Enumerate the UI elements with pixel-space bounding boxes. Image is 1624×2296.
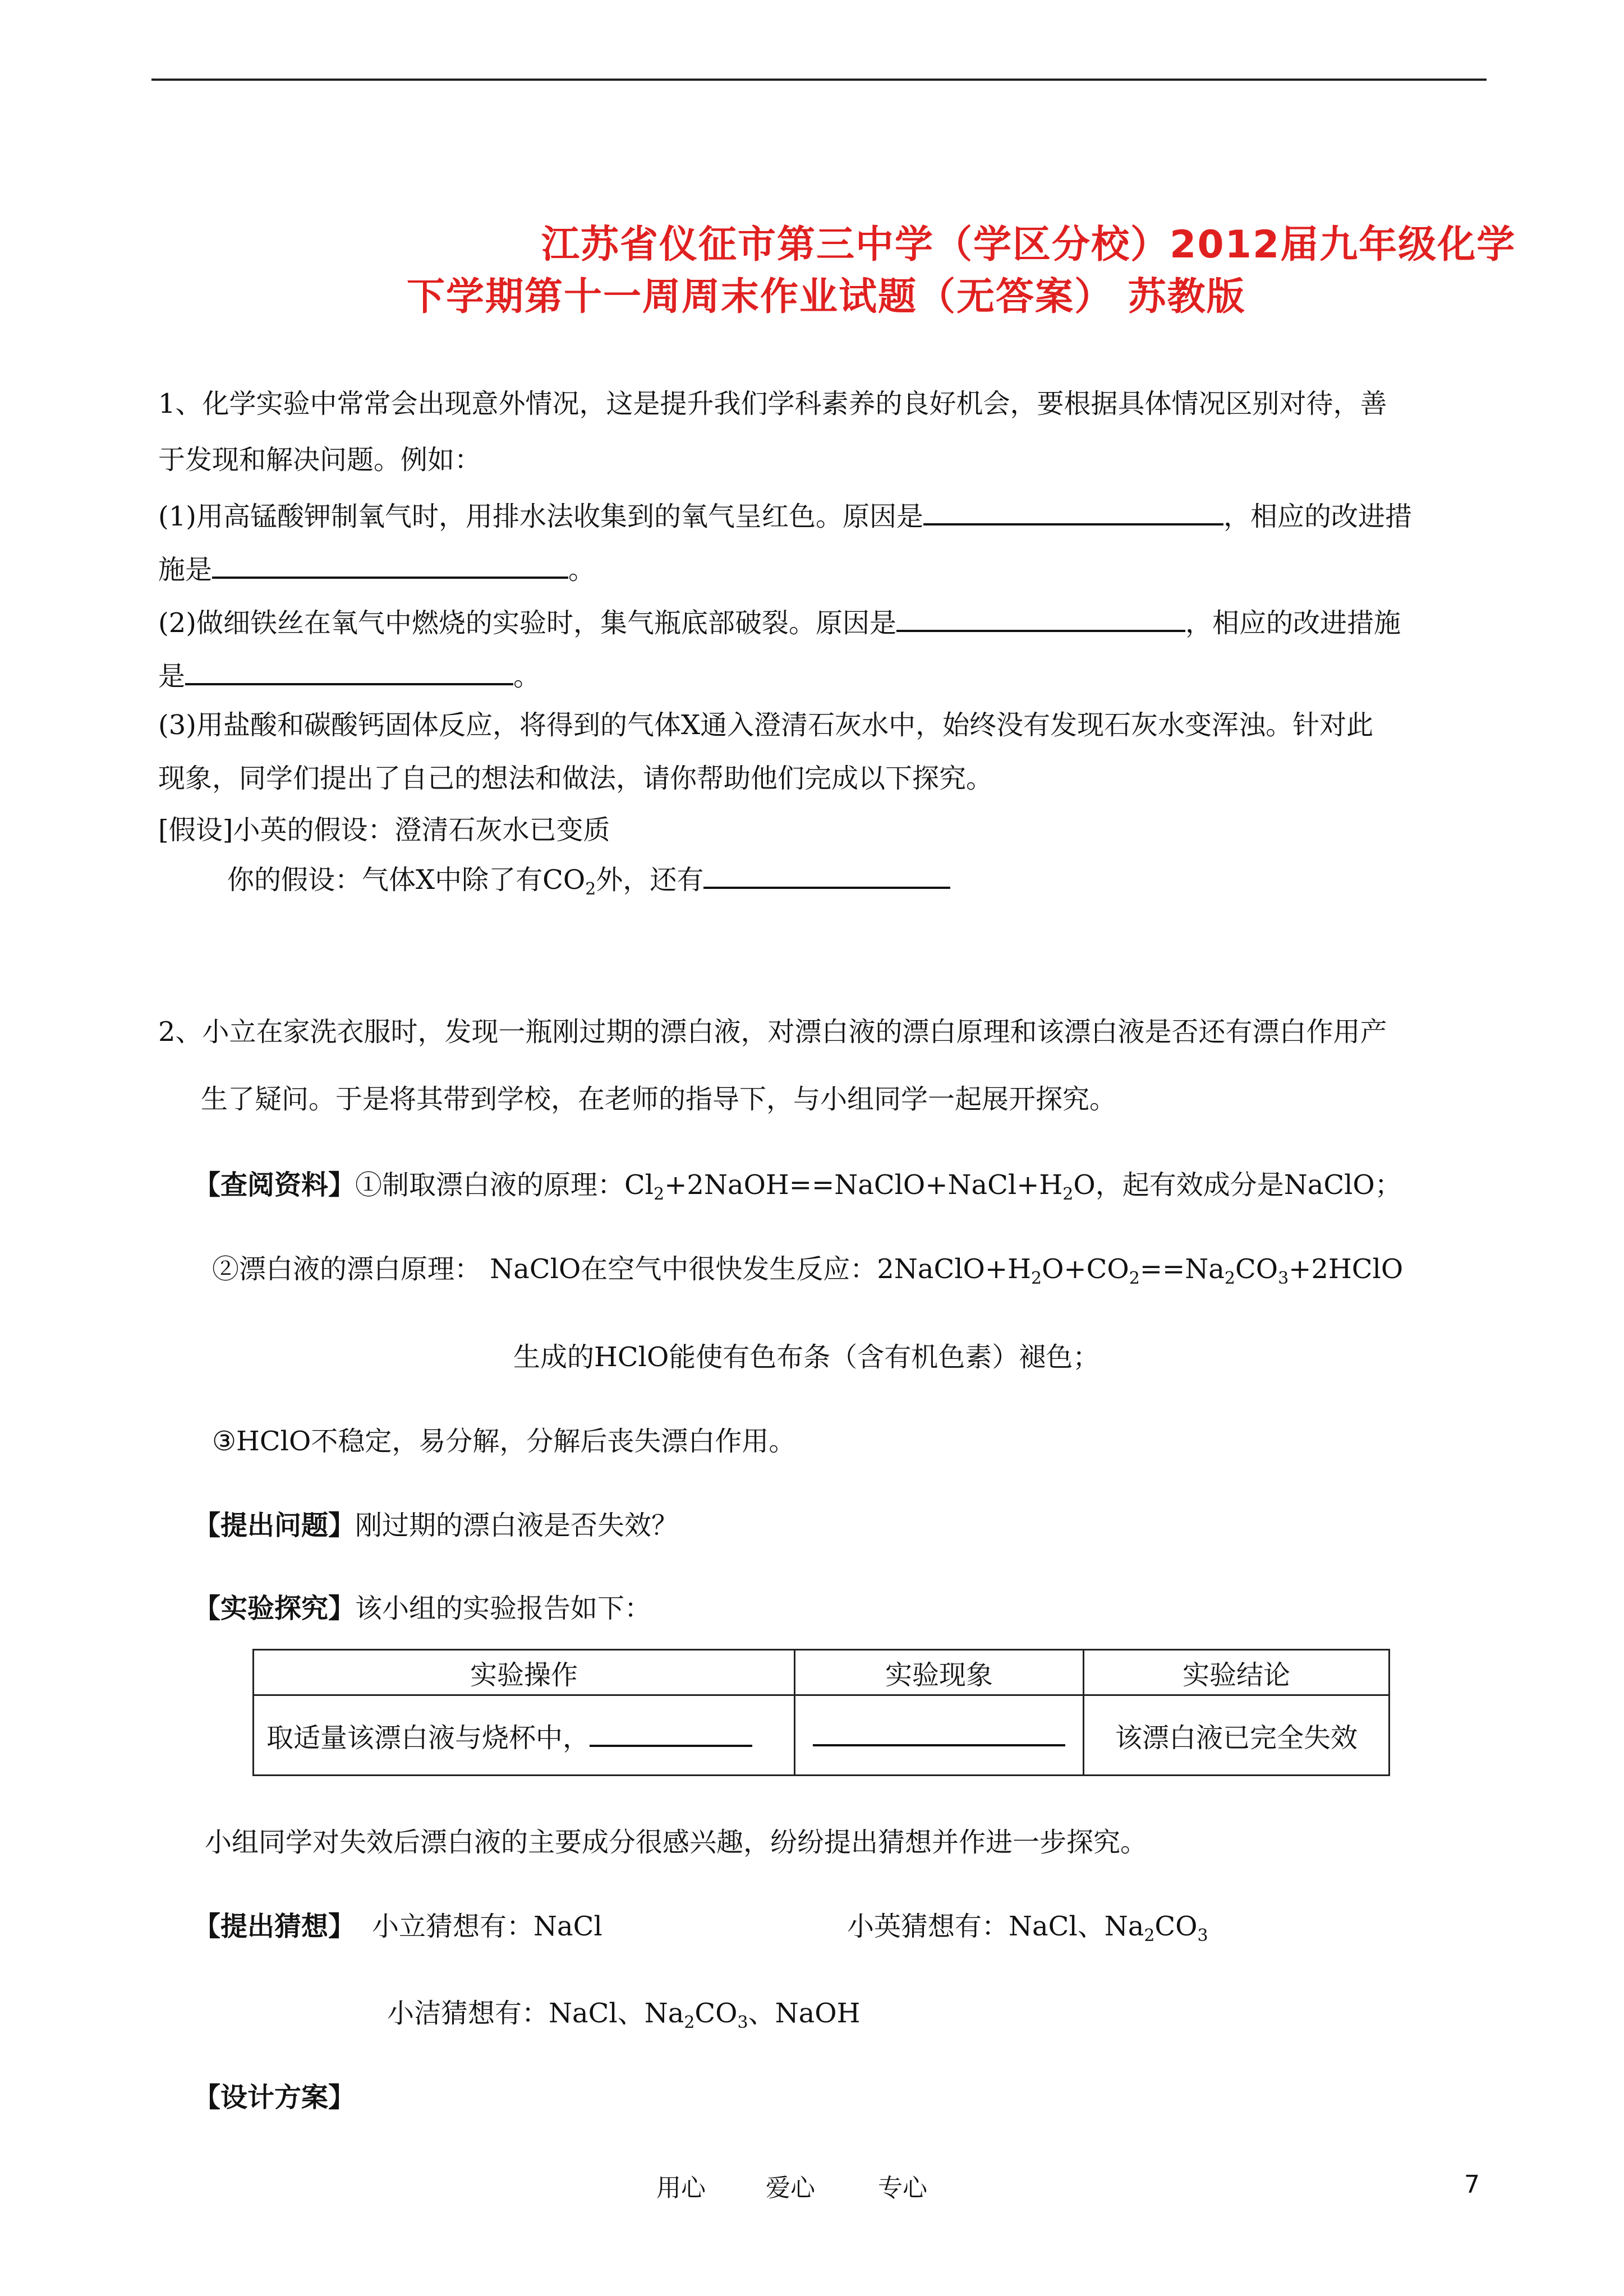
q1-s2-text-c: 是 [158,661,186,692]
guess3-sub: 2 [684,2013,695,2032]
q2-ref-line2 [212,1252,1403,1286]
hyp2-text-a: 你的假设：气体X中除了有CO [227,864,586,896]
ref-label: 【查阅资料】 [194,1169,356,1201]
q2-design-label: 【设计方案】 [194,2082,356,2113]
q1-s1-text-d: 。 [568,554,596,585]
q2-ref-line2b: 生成的HClO能使有色布条（含有机色素）褪色； [513,1341,1100,1373]
q2-intro-line1: 2、小立在家洗衣服时，发现一瓶刚过期的漂白液，对漂白液的漂白原理和该漂白液是否还有漂白作用产 [158,1016,1387,1048]
guess-label: 【提出猜想】 [194,1911,356,1942]
q2-experiment [194,1592,651,1625]
operation-blank[interactable] [590,1718,752,1747]
ref2-d: CO [1235,1253,1278,1285]
q2-after-table: 小组同学对失效后漂白液的主要成分很感兴趣，纷纷提出猜想并作进一步探究。 [205,1827,1148,1858]
doc-title-line1: 江苏省仪征市第三中学（学区分校）2012届九年级化学 [541,223,1516,267]
ref1-sub1: 2 [654,1184,665,1204]
ref1-c: O，起有效成分是NaClO； [1073,1169,1402,1201]
q1-s3-line1: (3)用盐酸和碳酸钙固体反应，将得到的气体X通入澄清石灰水中，始终没有发现石灰水变浑浊。针对此 [158,709,1374,741]
q1-hypothesis-2 [227,860,950,897]
phenomenon-blank[interactable] [813,1717,1065,1746]
experiment-report-table [252,1649,1390,1776]
guess3-sub2: 3 [737,2013,748,2032]
q1-hypothesis-blank[interactable] [703,860,950,889]
ref2-sub2: 2 [1129,1269,1140,1288]
q2-guess3 [387,1997,860,2030]
td-conclusion: 该漂白液已完全失效 [1084,1695,1390,1776]
table-header-row [254,1650,1390,1695]
q1-s2-reason-blank[interactable] [896,603,1185,632]
guess2-sub: 2 [1144,1926,1155,1945]
question-text: 刚过期的漂白液是否失效？ [355,1510,679,1541]
q1-s1-line2 [158,550,595,587]
guess1: 小立猜想有：NaCl [372,1911,602,1942]
guess2-b: CO [1154,1911,1198,1942]
q1-s2-text-d: 。 [513,661,541,692]
ref2-b: O+CO [1042,1253,1129,1285]
q1-s2-line2 [158,656,540,693]
q2-guess-line1 [194,1910,602,1943]
ref1-b: +2NaOH==NaClO+NaCl+H [664,1169,1063,1201]
footer-word-3: 专心 [878,2174,927,2202]
th-operation: 实验操作 [254,1650,795,1695]
question-label: 【提出问题】 [194,1510,356,1541]
footer-word-2: 爱心 [766,2174,815,2202]
th-phenomenon: 实验现象 [795,1650,1084,1695]
q1-s2-line1 [158,603,1401,640]
hyp2-sub: 2 [585,879,596,899]
td-phenomenon [795,1695,1084,1776]
q1-s2-text-b: ，相应的改进措施 [1185,607,1401,639]
page-number: 7 [1464,2170,1480,2199]
ref1-a: ①制取漂白液的原理：Cl [355,1169,654,1201]
ref2-c: ==Na [1139,1253,1225,1285]
ref1-sub2: 2 [1062,1184,1074,1204]
q1-s2-text: (2)做细铁丝在氧气中燃烧的实验时，集气瓶底部破裂。原因是 [158,607,896,639]
q1-hypothesis-1: [假设]小英的假设：澄清石灰水已变质 [158,814,610,846]
guess3-b: CO [694,1998,738,2029]
ref2-sub1: 2 [1030,1269,1042,1288]
q1-s1-text-b: ，相应的改进措 [1223,501,1413,532]
guess3-c: 、NaOH [748,1998,861,2029]
ref2-sub4: 3 [1278,1269,1289,1288]
experiment-text: 该小组的实验报告如下： [355,1593,652,1624]
header-rule [151,79,1487,81]
table-row [254,1695,1390,1776]
q1-s1-text: (1)用高锰酸钾制氧气时，用排水法收集到的氧气呈红色。原因是 [158,501,923,532]
guess2-sub2: 3 [1197,1926,1208,1945]
footer-word-1: 用心 [656,2174,706,2202]
guess3-a: 小洁猜想有：NaCl、Na [387,1998,684,2029]
q2-question [194,1509,678,1542]
experiment-label: 【实验探究】 [194,1593,356,1624]
ref2-a: ②漂白液的漂白原理： NaClO在空气中很快发生反应：2NaClO+H [212,1253,1031,1285]
ref2-sub3: 2 [1224,1269,1235,1288]
ref2-e: +2HClO [1289,1253,1404,1285]
q1-s3-line2: 现象，同学们提出了自己的想法和做法，请你帮助他们完成以下探究。 [158,763,993,794]
th-conclusion: 实验结论 [1084,1650,1390,1695]
hyp2-text-b: 外，还有 [596,864,704,896]
q2-ref-line1 [194,1168,1402,1202]
operation-text: 取适量该漂白液与烧杯中， [266,1722,590,1754]
q2-intro-line2: 生了疑问。于是将其带到学校，在老师的指导下，与小组同学一起展开探究。 [201,1084,1117,1115]
q1-s2-fix-blank[interactable] [185,656,513,685]
q1-s1-text-c: 施是 [158,554,213,585]
q1-intro-line2: 于发现和解决问题。例如： [158,444,482,476]
guess2-a: 小英猜想有：NaCl、Na [847,1911,1144,1942]
q1-s1-reason-blank[interactable] [923,496,1223,525]
td-operation [254,1695,795,1776]
q1-intro-line1: 1、化学实验中常常会出现意外情况，这是提升我们学科素养的良好机会，要根据具体情况区别对待，善 [158,388,1387,419]
doc-title-line2: 下学期第十一周周末作业试题（无答案） 苏教版 [407,275,1246,319]
q2-ref-line3: ③HClO不稳定，易分解，分解后丧失漂白作用。 [212,1426,796,1457]
q2-guess2 [847,1910,1208,1943]
q1-s1-fix-blank[interactable] [212,550,568,579]
q1-s1-line1 [158,496,1412,533]
